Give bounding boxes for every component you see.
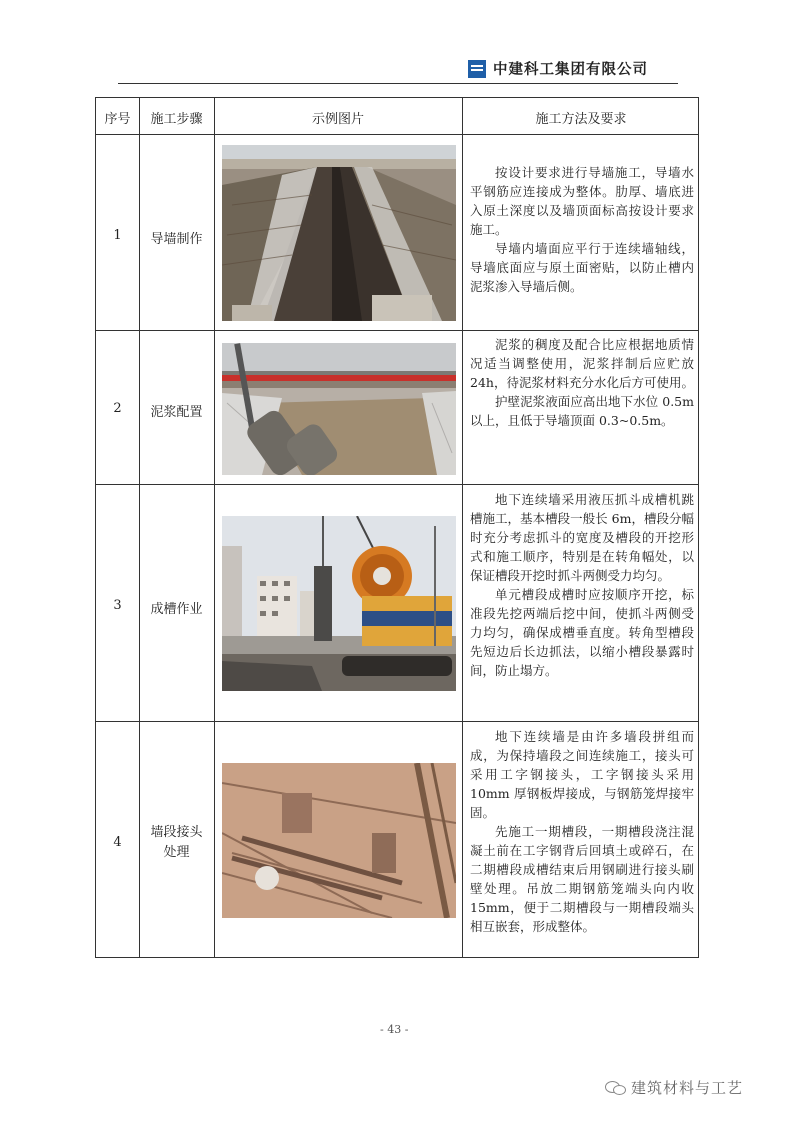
wechat-icon bbox=[605, 1079, 625, 1095]
row-divider bbox=[96, 330, 698, 331]
construction-steps-table bbox=[95, 97, 699, 958]
row-divider bbox=[96, 721, 698, 722]
row-2-no: 2 bbox=[113, 401, 122, 416]
trench-grab-machine-photo bbox=[222, 516, 456, 691]
page-header bbox=[118, 52, 678, 82]
row-3-step: 成槽作业 bbox=[150, 602, 203, 617]
row-4-paragraph: 地下连续墙是由许多墙段拼组而成，为保持墙段之间连续施工，接头可采用工字钢接头，工字钢接头采用 10mm 厚钢板焊接成，与钢筋笼焊接牢固。 bbox=[470, 729, 694, 820]
row-1-paragraph: 按设计要求进行导墙施工，导墙水平钢筋应连接成为整体。肋厚、墙底进入原土深度以及墙顶面标高按设计要求施工。 bbox=[470, 165, 694, 237]
row-divider bbox=[96, 134, 698, 135]
row-2-step: 泥浆配置 bbox=[150, 405, 203, 420]
row-1-no: 1 bbox=[113, 228, 122, 243]
guide-wall-rebar-photo bbox=[222, 145, 456, 321]
company-logo-icon bbox=[468, 60, 486, 78]
row-1-step: 导墙制作 bbox=[150, 232, 203, 247]
row-divider bbox=[96, 484, 698, 485]
row-1-paragraph: 导墙内墙面应平行于连续墙轴线，导墙底面应与原土面密贴，以防止槽内泥浆渗入导墙后侧。 bbox=[470, 241, 694, 294]
wall-joint-photo bbox=[222, 763, 456, 918]
column-divider bbox=[462, 98, 463, 957]
header-step: 施工步骤 bbox=[150, 112, 203, 127]
row-2-paragraph: 护壁泥浆液面应高出地下水位 0.5m 以上，且低于导墙顶面 0.3~0.5m。 bbox=[470, 394, 694, 428]
header-no: 序号 bbox=[104, 112, 131, 127]
column-divider bbox=[214, 98, 215, 957]
watermark-text: 建筑材料与工艺 bbox=[631, 1078, 744, 1097]
page-number: - 43 - bbox=[380, 1023, 409, 1036]
header-rule bbox=[118, 83, 678, 84]
row-4-no: 4 bbox=[113, 835, 122, 850]
row-4-method bbox=[470, 727, 694, 936]
row-3-paragraph: 地下连续墙采用液压抓斗成槽机跳槽施工，基本槽段一般长 6m，槽段分幅时充分考虑抓斗的宽度及槽段的开挖形式和施工顺序，特别是在转角幅处，以保证槽段开挖时抓斗两侧受力均匀。 bbox=[470, 492, 694, 583]
row-4-paragraph: 先施工一期槽段，一期槽段浇注混凝土前在工字钢背后回填土或碎石，在二期槽段成槽结束后用钢刷进行接头刷壁处理。吊放二期钢筋笼端头向内收 15mm，便于二期槽段与一期槽段端头相互嵌套，形成整体。 bbox=[470, 824, 694, 934]
row-4-step bbox=[139, 823, 214, 863]
watermark bbox=[605, 1075, 743, 1099]
row-2-method bbox=[470, 335, 694, 430]
header-method: 施工方法及要求 bbox=[535, 112, 627, 127]
row-4-step-line2: 处理 bbox=[163, 845, 190, 860]
company-name: 中建科工集团有限公司 bbox=[493, 62, 648, 78]
row-3-method bbox=[470, 490, 694, 680]
row-4-step-line1: 墙段接头 bbox=[150, 825, 203, 840]
header-photo: 示例图片 bbox=[311, 112, 364, 127]
row-3-paragraph: 单元槽段成槽时应按顺序开挖，标准段先挖两端后挖中间，使抓斗两侧受力均匀，确保成槽垂直度。转角型槽段先短边后长边抓法，以缩小槽段暴露时间，防止塌方。 bbox=[470, 587, 694, 678]
row-2-paragraph: 泥浆的稠度及配合比应根据地质情况适当调整使用，泥浆拌制后应贮放 24h，待泥浆材料充分水化后方可使用。 bbox=[470, 337, 694, 390]
row-3-no: 3 bbox=[113, 598, 122, 613]
row-1-method bbox=[470, 163, 694, 296]
slurry-pit-photo bbox=[222, 343, 456, 475]
